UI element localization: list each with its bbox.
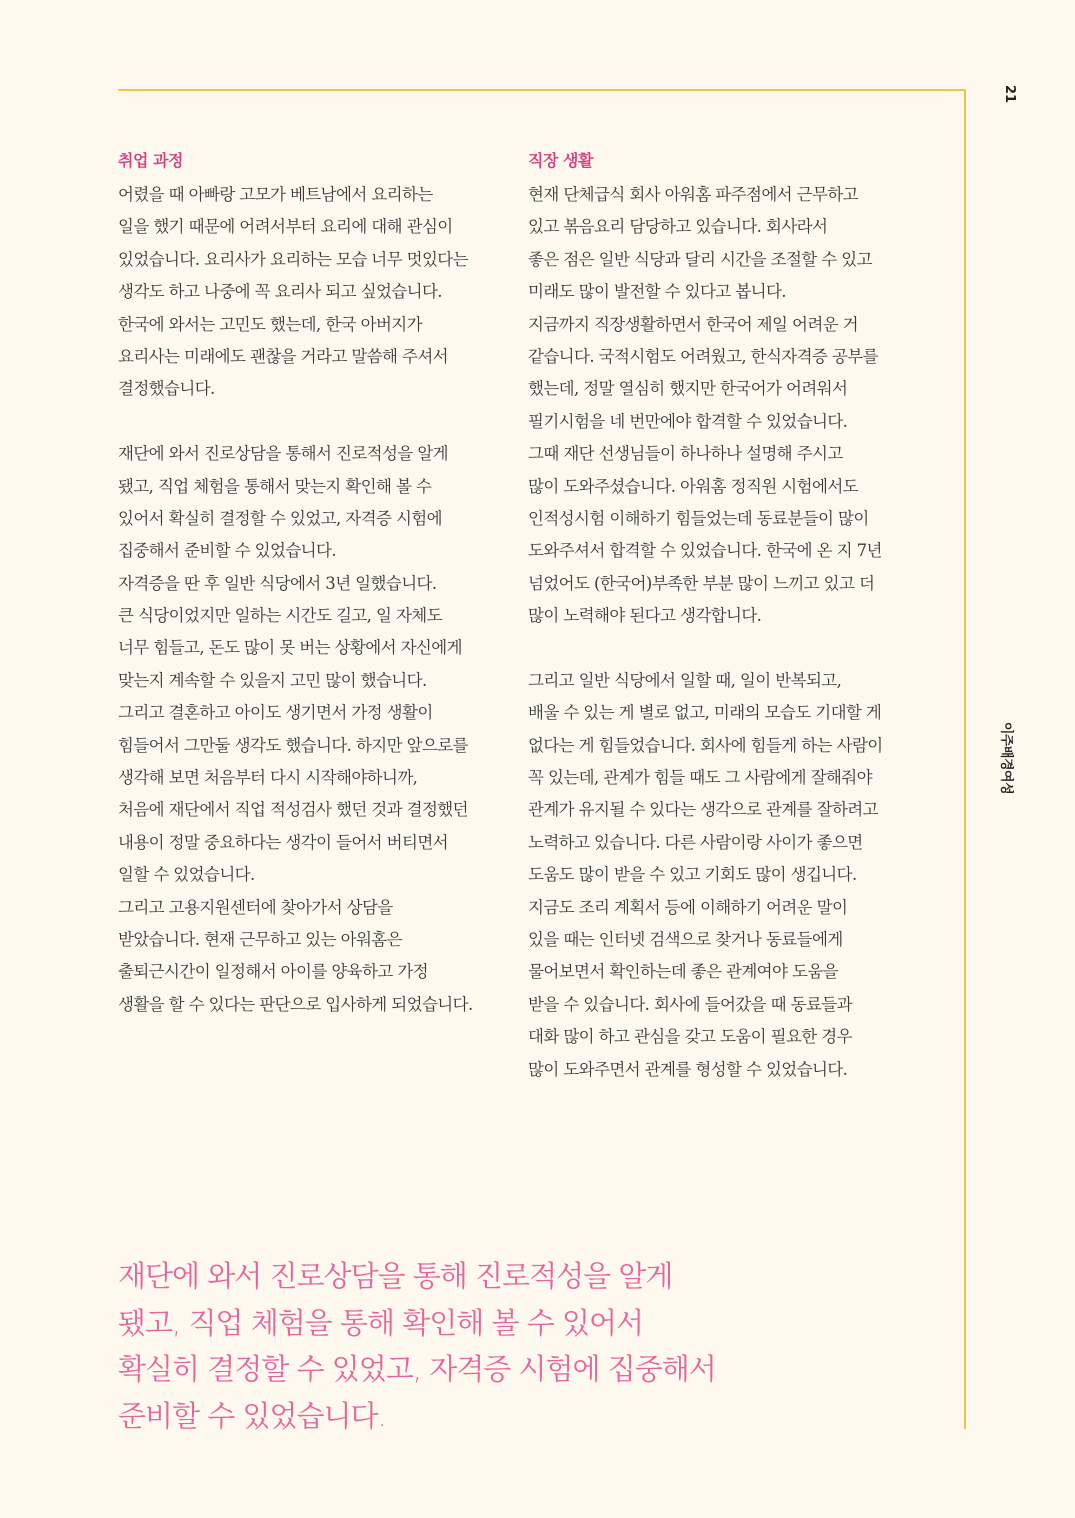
text-line: 배울 수 있는 게 별로 없고, 미래의 모습도 기대할 게 xyxy=(528,703,882,723)
text-line: 필기시험을 네 번만에야 합격할 수 있었습니다. xyxy=(528,411,848,431)
text-line: 그리고 결혼하고 아이도 생기면서 가정 생활이 xyxy=(118,703,433,723)
text-line: 생활을 할 수 있다는 판단으로 입사하게 되었습니다. xyxy=(118,994,473,1014)
quote-line: 재단에 와서 진로상담을 통해 진로적성을 알게 xyxy=(118,1259,673,1293)
text-line: 됐고, 직업 체험을 통해서 맞는지 확인해 볼 수 xyxy=(118,476,432,496)
text-line: 자격증을 딴 후 일반 식당에서 3년 일했습니다. xyxy=(118,573,437,593)
text-line: 생각도 하고 나중에 꼭 요리사 되고 싶었습니다. xyxy=(118,282,442,302)
text-line: 도와주셔서 합격할 수 있었습니다. 한국에 온 지 7년 xyxy=(528,541,882,561)
text-line: 받을 수 있습니다. 회사에 들어갔을 때 동료들과 xyxy=(528,994,852,1014)
text-line: 생각해 보면 처음부터 다시 시작해야하니까, xyxy=(118,768,418,788)
side-rule xyxy=(964,89,966,1429)
text-line: 지금도 조리 계획서 등에 이해하기 어려운 말이 xyxy=(528,897,848,917)
text-line: 일할 수 있었습니다. xyxy=(118,865,255,885)
text-line: 대화 많이 하고 관심을 갖고 도움이 필요한 경우 xyxy=(528,1027,852,1047)
right-column-text xyxy=(528,179,908,1086)
page-number: 21 xyxy=(1002,84,1017,104)
text-line: 출퇴근시간이 일정해서 아이를 양육하고 가정 xyxy=(118,962,429,982)
quote-line: 됐고, 직업 체험을 통해 확인해 볼 수 있어서 xyxy=(118,1305,643,1340)
text-line: 현재 단체급식 회사 아워홈 파주점에서 근무하고 xyxy=(528,185,859,204)
text-line: 지금까지 직장생활하면서 한국어 제일 어려운 거 xyxy=(528,314,859,334)
section-side-label: 이주배경여성 xyxy=(998,721,1014,795)
text-line: 어렸을 때 아빠랑 고모가 베트남에서 요리하는 xyxy=(118,185,433,204)
text-line: 재단에 와서 진로상담을 통해서 진로적성을 알게 xyxy=(118,444,449,464)
text-line: 관계가 유지될 수 있다는 생각으로 관계를 잘하려고 xyxy=(528,800,878,820)
text-line: 했는데, 정말 열심히 했지만 한국어가 어려워서 xyxy=(528,379,848,399)
text-line: 그리고 고용지원센터에 찾아가서 상담을 xyxy=(118,897,393,917)
quote-line: 준비할 수 있었습니다. xyxy=(118,1398,386,1433)
text-line: 큰 식당이었지만 일하는 시간도 길고, 일 자체도 xyxy=(118,606,442,626)
text-line: 너무 힘들고, 돈도 많이 못 버는 상황에서 자신에게 xyxy=(118,638,462,658)
text-line: 있고 볶음요리 담당하고 있습니다. 회사라서 xyxy=(528,217,828,237)
text-line: 있을 때는 인터넷 검색으로 찾거나 동료들에게 xyxy=(528,929,843,949)
text-line: 없다는 게 힘들었습니다. 회사에 힘들게 하는 사람이 xyxy=(528,735,883,755)
text-line: 집중해서 준비할 수 있었습니다. xyxy=(118,541,336,561)
section-heading-work-life: 직장 생활 xyxy=(528,151,593,170)
text-line: 맞는지 계속할 수 있을지 고민 많이 했습니다. xyxy=(118,670,427,690)
text-line: 있었습니다. 요리사가 요리하는 모습 너무 멋있다는 xyxy=(118,249,468,269)
text-line: 있어서 확실히 결정할 수 있었고, 자격증 시험에 xyxy=(118,508,442,528)
text-line: 그때 재단 선생님들이 하나하나 설명해 주시고 xyxy=(528,444,843,464)
text-line: 도움도 많이 받을 수 있고 기회도 많이 생깁니다. xyxy=(528,865,857,885)
text-line: 내용이 정말 중요하다는 생각이 들어서 버티면서 xyxy=(118,832,449,852)
text-line: 그리고 일반 식당에서 일할 때, 일이 반복되고, xyxy=(528,670,842,690)
left-column-text xyxy=(118,179,498,1021)
text-line: 같습니다. 국적시험도 어려웠고, 한식자격증 공부를 xyxy=(528,346,878,366)
text-line: 힘들어서 그만둘 생각도 했습니다. 하지만 앞으로를 xyxy=(118,735,468,755)
pull-quote xyxy=(118,1253,898,1439)
text-line: 많이 노력해야 된다고 생각합니다. xyxy=(528,606,762,626)
text-line: 처음에 재단에서 직업 적성검사 했던 것과 결정했던 xyxy=(118,800,468,820)
text-line: 넘었어도 (한국어)부족한 부분 많이 느끼고 있고 더 xyxy=(528,573,875,593)
text-line: 인적성시험 이해하기 힘들었는데 동료분들이 많이 xyxy=(528,508,869,528)
text-line: 물어보면서 확인하는데 좋은 관계여야 도움을 xyxy=(528,962,839,982)
paragraph-gap xyxy=(118,406,498,438)
left-column xyxy=(118,147,498,1021)
text-line: 미래도 많이 발전할 수 있다고 봅니다. xyxy=(528,282,786,302)
text-line: 일을 했기 때문에 어려서부터 요리에 대해 관심이 xyxy=(118,217,453,237)
text-line: 많이 도와주셨습니다. 아워홈 정직원 시험에서도 xyxy=(528,476,859,496)
section-heading-employment: 취업 과정 xyxy=(118,151,183,170)
text-line: 결정했습니다. xyxy=(118,379,215,399)
text-line: 꼭 있는데, 관계가 힘들 때도 그 사람에게 잘해줘야 xyxy=(528,768,872,788)
paragraph-gap xyxy=(528,632,908,664)
quote-line: 확실히 결정할 수 있었고, 자격증 시험에 집중해서 xyxy=(118,1352,716,1386)
right-column xyxy=(528,147,908,1086)
text-line: 많이 도와주면서 관계를 형성할 수 있었습니다. xyxy=(528,1059,848,1079)
top-rule xyxy=(118,89,966,91)
text-line: 받았습니다. 현재 근무하고 있는 아워홈은 xyxy=(118,929,402,949)
text-line: 좋은 점은 일반 식당과 달리 시간을 조절할 수 있고 xyxy=(528,249,872,269)
text-line: 한국에 와서는 고민도 했는데, 한국 아버지가 xyxy=(118,314,422,334)
text-line: 요리사는 미래에도 괜찮을 거라고 말씀해 주셔서 xyxy=(118,346,449,366)
text-line: 노력하고 있습니다. 다른 사람이랑 사이가 좋으면 xyxy=(528,832,863,852)
